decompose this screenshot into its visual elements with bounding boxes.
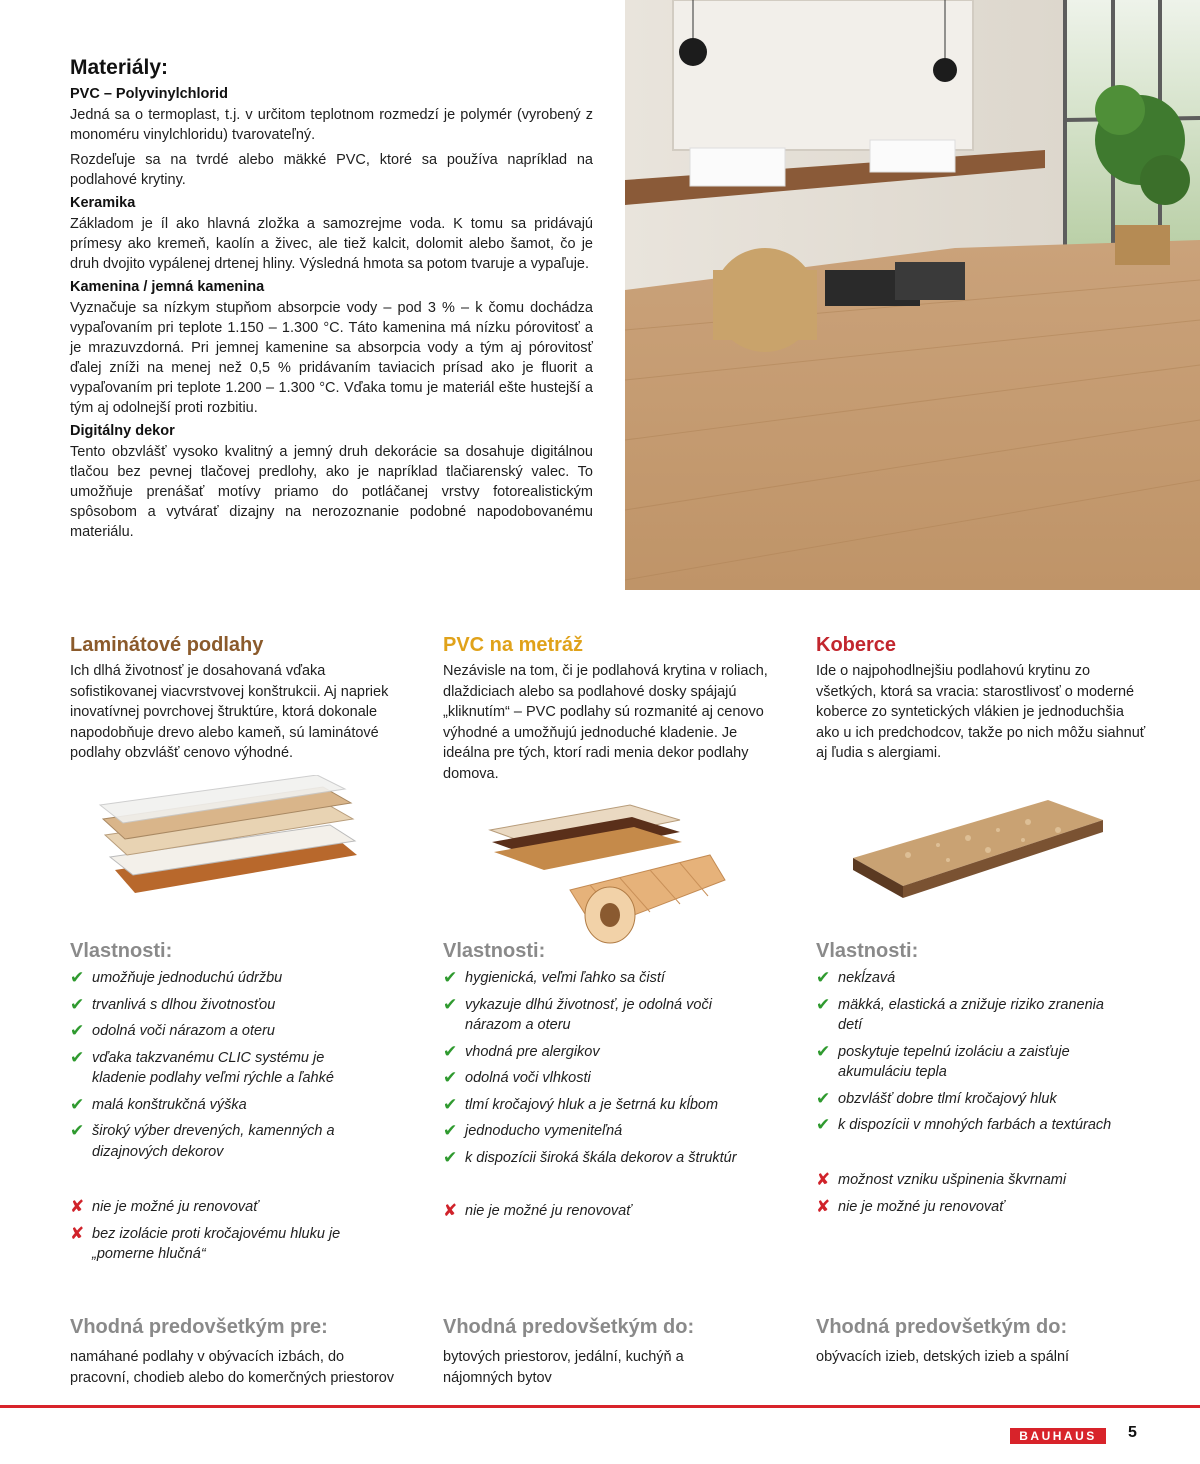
stoneware-heading: Kamenina / jemná kamenina xyxy=(70,279,265,295)
carpet-column xyxy=(816,634,1146,764)
list-item: ✔ nekĺzavá xyxy=(816,968,896,987)
pvc-suitable-text: bytových priestorov, jedální, kuchýň a nájomných bytov xyxy=(443,1349,684,1386)
list-item: ✔ vykazuje dlhú životnosť, je odolná voči nárazom a oteru xyxy=(443,994,712,1033)
check-icon: ✔ xyxy=(443,1041,458,1061)
check-icon: ✔ xyxy=(816,994,831,1014)
pvc-description: Nezávisle na tom, či je podlahová krytina v roliach, dlaždiciach alebo sa podlahové dosky spájajú „kliknutím“ – PVC podlahy sú rozmanité aj cenovo výhodné a umožňujú jednoduché kladenie. Je ideálna pre tých, ktorí radi menia dekor podlahy domova. xyxy=(443,663,768,782)
check-icon: ✔ xyxy=(70,1047,85,1067)
pvc-paragraph-2: Rozdeľuje sa na tvrdé alebo mäkké PVC, ktoré sa používa napríklad na podlahové krytiny. xyxy=(70,152,593,188)
laminate-pros-list xyxy=(70,968,400,1168)
list-item: ✘ bez izolácie proti kročajovému hluku je „pomerne hlučná“ xyxy=(70,1223,341,1262)
ceramics-heading: Keramika xyxy=(70,195,136,211)
pvc-cons-list xyxy=(443,1201,773,1228)
check-icon: ✔ xyxy=(816,1115,831,1134)
list-item: ✔ odolná voči vlhkosti xyxy=(443,1068,591,1087)
check-icon: ✔ xyxy=(816,1041,831,1061)
check-icon: ✔ xyxy=(443,1094,458,1114)
pvc-heading: PVC – Polyvinylchlorid xyxy=(70,86,228,102)
carpet-properties-heading: Vlastnosti: xyxy=(816,940,919,962)
list-item: ✔ mäkká, elastická a znižuje riziko zranenia detí xyxy=(816,994,1104,1033)
check-icon: ✔ xyxy=(443,1147,458,1167)
check-icon: ✔ xyxy=(443,994,458,1014)
list-item: ✔ široký výber drevených, kamenných a dizajnových dekorov xyxy=(70,1121,335,1160)
digital-decor-heading: Digitálny dekor xyxy=(70,423,175,439)
pvc-properties-heading: Vlastnosti: xyxy=(443,940,546,962)
laminate-description: Ich dlhá životnosť je dosahovaná vďaka sofistikovanej viacvrstvovej konštrukcii. Aj napriek inovatívnej povrchovej štruktúre, ktorá dokonale napodobňuje drevo alebo kameň, sú laminátové podlahy obzvlášť cenovo výhodné. xyxy=(70,663,389,761)
list-item: ✔ jednoducho vymeniteľná xyxy=(443,1121,623,1140)
cross-icon: ✘ xyxy=(70,1197,85,1216)
stoneware-paragraph: Vyznačuje sa nízkym stupňom absorpcie vody – pod 3 % – k čomu dochádza vypaľovaním pri teplote 1.150 – 1.300 °C. Táto kamenina má nízku pórovitosť a je mrazuvzdorná. Pri jemnej kamenine sa absorpcia vody a tým aj pórovitosť ďalej zníži na menej než 0,5 % pridávaním taviacich prísad ako je fluorit a vypaľovaním pri teplote 1.200 – 1.300 °C. Vďaka tomu je materiál ešte hustejší a tým aj odolnejší proti rozbitiu. xyxy=(70,300,593,416)
check-icon: ✔ xyxy=(443,1068,458,1087)
list-item: ✔ k dispozícii široká škála dekorov a štruktúr xyxy=(443,1147,737,1167)
cross-icon: ✘ xyxy=(443,1201,458,1220)
bathroom-floor-photo xyxy=(625,0,1200,590)
list-item: ✔ obzvlášť dobre tlmí kročajový hluk xyxy=(816,1088,1057,1108)
carpet-title: Koberce xyxy=(816,634,897,656)
list-item: ✔ vhodná pre alergikov xyxy=(443,1041,600,1061)
laminate-column xyxy=(70,634,400,764)
list-item: ✔ odolná voči nárazom a oteru xyxy=(70,1021,275,1040)
laminate-suitable-heading: Vhodná predovšetkým pre: xyxy=(70,1316,328,1338)
digital-decor-paragraph: Tento obzvlášť vysoko kvalitný a jemný druh dekorácie sa dosahuje digitálnou tlačou bez pevnej tlačovej predlohy, ako je napríklad tlačiarenský valec. To umožňuje prenášať motívy priamo do potláčanej vrstvy fotorealistickým spôsobom a vytvárať dizajny na nerozoznanie podobné napodobovanému materiálu. xyxy=(70,444,593,540)
carpet-suitable-heading: Vhodná predovšetkým do: xyxy=(816,1316,1068,1338)
list-item: ✔ vďaka takzvanému CLIC systému je kladenie podlahy veľmi rýchle a ľahké xyxy=(70,1047,334,1086)
carpet-pros-list xyxy=(816,968,1146,1142)
check-icon: ✔ xyxy=(443,968,458,987)
list-item: ✘ nie je možné ju renovovať xyxy=(443,1201,632,1220)
check-icon: ✔ xyxy=(70,994,85,1014)
check-icon: ✔ xyxy=(70,1021,85,1040)
list-item: ✔ k dispozícii v mnohých farbách a textúrach xyxy=(816,1115,1112,1134)
check-icon: ✔ xyxy=(70,968,85,987)
pvc-column xyxy=(443,634,773,784)
page-number: 5 xyxy=(1128,1424,1137,1441)
carpet-description: Ide o najpohodlnejšiu podlahovú krytinu zo všetkých, ktorá sa vracia: starostlivosť o moderné koberce zo syntetických vlákien je jednoduchšia ako u ich predchodcov, takže po nich môžu siahnuť aj ľudia s alergiami. xyxy=(816,663,1146,761)
list-item: ✔ trvanlivá s dlhou životnosťou xyxy=(70,994,276,1014)
list-item: ✘ nie je možné ju renovovať xyxy=(70,1197,259,1216)
carpet-illustration xyxy=(848,800,1108,905)
pvc-roll-illustration xyxy=(480,800,740,955)
bauhaus-logo: BAUHAUS xyxy=(1010,1428,1106,1444)
carpet-cons-list xyxy=(816,1170,1146,1223)
pvc-paragraph-1: Jedná sa o termoplast, t.j. v určitom teplotnom rozmedzí je polymér (vyrobený z monoméru vinylchloridu) tvarovateľný. xyxy=(70,107,593,143)
carpet-suitable-text: obývacích izieb, detských izieb a spální xyxy=(816,1349,1070,1365)
check-icon: ✔ xyxy=(70,1121,85,1140)
list-item: ✘ možnost vzniku ušpinenia škvrnami xyxy=(816,1170,1067,1189)
laminate-suitable-text: namáhané podlahy v obývacích izbách, do pracovní, chodieb alebo do komerčných priestorov xyxy=(70,1349,395,1386)
pvc-suitable-heading: Vhodná predovšetkým do: xyxy=(443,1316,695,1338)
cross-icon: ✘ xyxy=(70,1223,85,1243)
check-icon: ✔ xyxy=(443,1121,458,1140)
list-item: ✘ nie je možné ju renovovať xyxy=(816,1196,1005,1216)
footer-rule xyxy=(0,1405,1200,1408)
ceramics-paragraph: Základom je íl ako hlavná zložka a samozrejme voda. K tomu sa pridávajú prímesy ako kremeň, kaolín a živec, ale tiež kalcit, dolomit alebo šamot, čo je druh dvojito vypálenej drtenej hliny. Výsledná hmota sa potom tvaruje a vypaľuje. xyxy=(70,216,593,272)
cross-icon: ✘ xyxy=(816,1196,831,1216)
laminate-layers-illustration xyxy=(95,775,365,920)
pvc-title: PVC na metráž xyxy=(443,634,584,656)
laminate-title: Laminátové podlahy xyxy=(70,634,264,656)
check-icon: ✔ xyxy=(70,1094,85,1114)
materials-section xyxy=(70,56,593,547)
check-icon: ✔ xyxy=(816,1088,831,1108)
list-item: ✔ hygienická, veľmi ľahko sa čistí xyxy=(443,968,665,987)
cross-icon: ✘ xyxy=(816,1170,831,1189)
list-item: ✔ malá konštrukčná výška xyxy=(70,1094,247,1114)
laminate-properties-heading: Vlastnosti: xyxy=(70,940,173,962)
pvc-pros-list xyxy=(443,968,773,1174)
check-icon: ✔ xyxy=(816,968,831,987)
list-item: ✔ umožňuje jednoduchú údržbu xyxy=(70,968,283,987)
materials-title: Materiály: xyxy=(70,56,169,79)
list-item: ✔ tlmí kročajový hluk a je šetrná ku kĺbom xyxy=(443,1094,719,1114)
list-item: ✔ poskytuje tepelnú izoláciu a zaisťuje akumuláciu tepla xyxy=(816,1041,1070,1080)
laminate-cons-list xyxy=(70,1197,400,1271)
